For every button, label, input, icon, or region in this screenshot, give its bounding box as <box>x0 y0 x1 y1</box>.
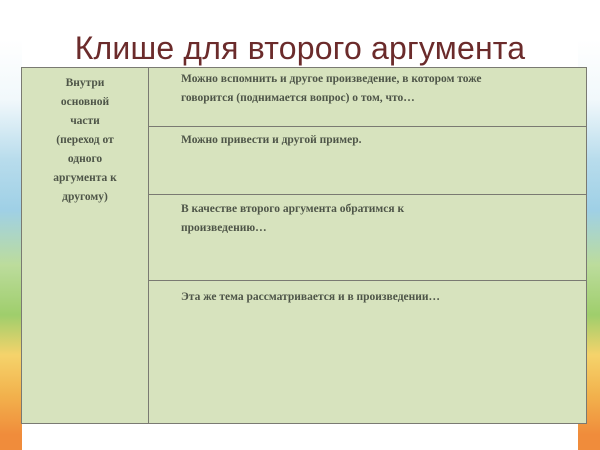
table-row <box>149 281 586 423</box>
left-cell-line: Внутри <box>65 77 105 89</box>
left-cell-line: основной <box>60 96 110 108</box>
slide-title: Клише для второго аргумента <box>74 30 526 66</box>
cell-line: Можно привести и другой пример. <box>181 134 362 146</box>
table-row <box>149 195 586 281</box>
cell-line: В качестве второго аргумента обратимся к <box>181 203 405 215</box>
table-left-cell <box>22 68 149 423</box>
left-cell-line: части <box>70 115 100 127</box>
left-cell-line: другому) <box>62 191 108 203</box>
cell-line: Можно вспомнить и другое произведение, в котором тоже <box>181 73 482 85</box>
table-row <box>149 127 586 195</box>
left-cell-line: (переход от <box>56 134 114 146</box>
cell-line: Эта же тема рассматривается и в произведении… <box>181 291 441 303</box>
cell-line: говорится (поднимается вопрос) о том, что… <box>181 92 415 104</box>
table-row <box>149 68 586 127</box>
cell-line: произведению… <box>181 222 267 234</box>
table-right-column <box>149 68 586 423</box>
left-cell-line: аргумента к <box>53 172 117 184</box>
left-cell-line: одного <box>67 153 103 165</box>
left-rainbow-stripe <box>0 40 22 450</box>
cliche-table <box>21 67 587 424</box>
